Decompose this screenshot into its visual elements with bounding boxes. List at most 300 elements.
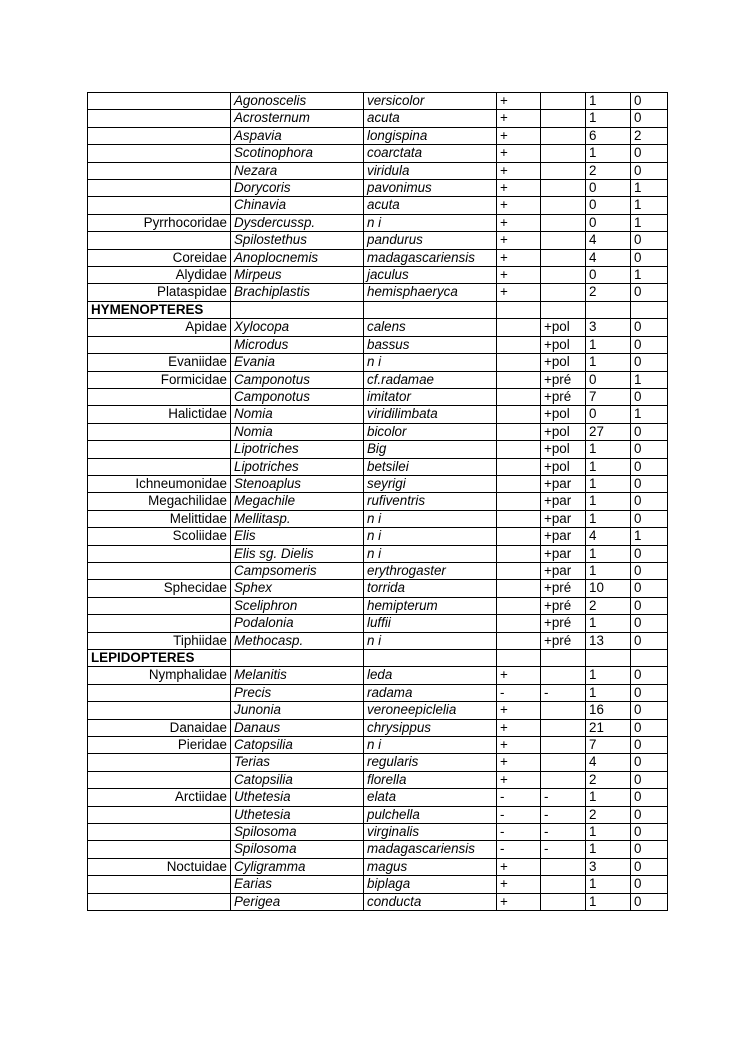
count-2-cell (631, 301, 668, 318)
species-cell: viridilimbata (364, 406, 497, 423)
indicator-1-cell (497, 475, 541, 492)
genus-cell: Elis sg. Dielis (231, 545, 364, 562)
family-cell (88, 232, 231, 249)
genus-cell: Xylocopa (231, 319, 364, 336)
count-2-cell: 0 (631, 580, 668, 597)
family-cell (88, 93, 231, 110)
species-cell: seyrigi (364, 475, 497, 492)
family-cell (88, 562, 231, 579)
table-row (88, 110, 668, 127)
species-cell: bicolor (364, 423, 497, 440)
count-1-cell: 7 (586, 388, 631, 405)
count-1-cell (586, 301, 631, 318)
species-cell: acuta (364, 110, 497, 127)
genus-cell: Megachile (231, 493, 364, 510)
count-1-cell: 1 (586, 110, 631, 127)
group-header-label: HYMENOPTERES (88, 301, 231, 318)
indicator-2-cell (541, 301, 586, 318)
count-1-cell: 7 (586, 737, 631, 754)
table-row (88, 545, 668, 562)
indicator-2-cell (541, 754, 586, 771)
family-cell (88, 893, 231, 910)
count-1-cell: 13 (586, 632, 631, 649)
count-2-cell: 0 (631, 858, 668, 875)
count-2-cell: 1 (631, 371, 668, 388)
table-row (88, 858, 668, 875)
family-cell (88, 110, 231, 127)
count-2-cell: 0 (631, 545, 668, 562)
indicator-2-cell: - (541, 684, 586, 701)
species-cell: florella (364, 771, 497, 788)
genus-cell: Melanitis (231, 667, 364, 684)
count-1-cell: 1 (586, 493, 631, 510)
count-1-cell: 0 (586, 197, 631, 214)
table-row (88, 284, 668, 301)
genus-cell: Sceliphron (231, 597, 364, 614)
table-row (88, 510, 668, 527)
indicator-1-cell (497, 354, 541, 371)
indicator-1-cell (497, 301, 541, 318)
species-cell: pulchella (364, 806, 497, 823)
genus-cell: Sphex (231, 580, 364, 597)
count-2-cell: 0 (631, 562, 668, 579)
genus-cell: Perigea (231, 893, 364, 910)
group-header-label: LEPIDOPTERES (88, 650, 231, 667)
count-2-cell: 0 (631, 667, 668, 684)
table-row (88, 615, 668, 632)
table-row (88, 789, 668, 806)
species-cell: n i (364, 632, 497, 649)
table-row (88, 354, 668, 371)
table-row (88, 232, 668, 249)
species-cell: hemipterum (364, 597, 497, 614)
count-1-cell: 1 (586, 684, 631, 701)
indicator-1-cell (497, 528, 541, 545)
species-cell: versicolor (364, 93, 497, 110)
count-1-cell: 1 (586, 893, 631, 910)
indicator-2-cell: +par (541, 510, 586, 527)
family-cell: Pieridae (88, 737, 231, 754)
genus-cell: Camponotus (231, 388, 364, 405)
family-cell (88, 876, 231, 893)
family-cell (88, 145, 231, 162)
indicator-1-cell: + (497, 197, 541, 214)
species-cell: jaculus (364, 267, 497, 284)
indicator-2-cell (541, 719, 586, 736)
indicator-2-cell: +par (541, 493, 586, 510)
indicator-2-cell: +pré (541, 580, 586, 597)
indicator-1-cell: + (497, 876, 541, 893)
family-cell: Apidae (88, 319, 231, 336)
indicator-2-cell (541, 249, 586, 266)
indicator-2-cell: - (541, 806, 586, 823)
indicator-2-cell (541, 876, 586, 893)
family-cell (88, 423, 231, 440)
species-table-body (88, 93, 668, 911)
table-row (88, 423, 668, 440)
indicator-1-cell: + (497, 110, 541, 127)
species-cell: n i (364, 737, 497, 754)
table-row (88, 93, 668, 110)
family-cell: Coreidae (88, 249, 231, 266)
count-2-cell: 0 (631, 145, 668, 162)
count-2-cell: 0 (631, 632, 668, 649)
count-2-cell: 0 (631, 319, 668, 336)
count-2-cell: 1 (631, 180, 668, 197)
indicator-1-cell (497, 371, 541, 388)
indicator-2-cell: +par (541, 545, 586, 562)
genus-cell: Anoplocnemis (231, 249, 364, 266)
genus-cell: Dysdercussp. (231, 214, 364, 231)
species-cell: imitator (364, 388, 497, 405)
indicator-1-cell (497, 458, 541, 475)
species-cell: n i (364, 510, 497, 527)
genus-cell: Camponotus (231, 371, 364, 388)
family-cell (88, 127, 231, 144)
table-row (88, 824, 668, 841)
count-2-cell: 0 (631, 388, 668, 405)
count-1-cell: 1 (586, 562, 631, 579)
indicator-1-cell (497, 580, 541, 597)
indicator-1-cell: + (497, 214, 541, 231)
count-1-cell: 1 (586, 336, 631, 353)
count-1-cell: 6 (586, 127, 631, 144)
count-2-cell: 0 (631, 249, 668, 266)
count-1-cell: 3 (586, 319, 631, 336)
count-2-cell: 0 (631, 615, 668, 632)
species-cell: conducta (364, 893, 497, 910)
indicator-1-cell: - (497, 841, 541, 858)
family-cell: Melittidae (88, 510, 231, 527)
count-2-cell: 0 (631, 771, 668, 788)
indicator-2-cell: - (541, 789, 586, 806)
indicator-2-cell (541, 893, 586, 910)
indicator-2-cell (541, 284, 586, 301)
species-cell: biplaga (364, 876, 497, 893)
family-cell: Ichneumonidae (88, 475, 231, 492)
indicator-1-cell (497, 441, 541, 458)
group-header-row (88, 650, 668, 667)
genus-cell: Junonia (231, 702, 364, 719)
indicator-2-cell (541, 197, 586, 214)
table-row (88, 702, 668, 719)
indicator-1-cell: - (497, 806, 541, 823)
indicator-2-cell: +pol (541, 319, 586, 336)
count-2-cell: 1 (631, 267, 668, 284)
count-2-cell: 0 (631, 475, 668, 492)
species-cell: coarctata (364, 145, 497, 162)
count-2-cell: 0 (631, 354, 668, 371)
genus-cell: Brachiplastis (231, 284, 364, 301)
genus-cell: Nomia (231, 406, 364, 423)
count-2-cell: 0 (631, 336, 668, 353)
count-1-cell: 27 (586, 423, 631, 440)
count-1-cell: 4 (586, 754, 631, 771)
genus-cell: Precis (231, 684, 364, 701)
indicator-1-cell (497, 319, 541, 336)
group-header-row (88, 301, 668, 318)
count-1-cell: 1 (586, 841, 631, 858)
table-row (88, 145, 668, 162)
table-row (88, 197, 668, 214)
indicator-2-cell: - (541, 841, 586, 858)
species-cell: calens (364, 319, 497, 336)
count-2-cell: 1 (631, 214, 668, 231)
species-cell: leda (364, 667, 497, 684)
species-cell: madagascariensis (364, 249, 497, 266)
family-cell (88, 388, 231, 405)
indicator-2-cell (541, 110, 586, 127)
genus-cell: Scotinophora (231, 145, 364, 162)
genus-cell: Cyligramma (231, 858, 364, 875)
count-1-cell: 21 (586, 719, 631, 736)
indicator-1-cell: + (497, 702, 541, 719)
count-2-cell: 0 (631, 754, 668, 771)
species-cell (364, 650, 497, 667)
genus-cell: Uthetesia (231, 789, 364, 806)
genus-cell: Campsomeris (231, 562, 364, 579)
family-cell: Danaidae (88, 719, 231, 736)
species-cell: viridula (364, 162, 497, 179)
table-row (88, 562, 668, 579)
count-1-cell: 4 (586, 232, 631, 249)
genus-cell: Stenoaplus (231, 475, 364, 492)
indicator-1-cell (497, 388, 541, 405)
table-row (88, 493, 668, 510)
species-cell: veroneepiclelia (364, 702, 497, 719)
count-1-cell (586, 650, 631, 667)
family-cell (88, 684, 231, 701)
count-1-cell: 1 (586, 354, 631, 371)
indicator-1-cell: + (497, 93, 541, 110)
table-row (88, 719, 668, 736)
species-table (87, 92, 668, 911)
species-cell: radama (364, 684, 497, 701)
table-row (88, 388, 668, 405)
genus-cell: Elis (231, 528, 364, 545)
count-2-cell: 0 (631, 719, 668, 736)
species-cell: bassus (364, 336, 497, 353)
genus-cell: Evania (231, 354, 364, 371)
indicator-2-cell: +par (541, 562, 586, 579)
indicator-1-cell: + (497, 180, 541, 197)
family-cell: Sphecidae (88, 580, 231, 597)
genus-cell: Catopsilia (231, 737, 364, 754)
table-row (88, 771, 668, 788)
indicator-2-cell: +pol (541, 354, 586, 371)
count-2-cell: 0 (631, 824, 668, 841)
table-row (88, 267, 668, 284)
genus-cell: Agonoscelis (231, 93, 364, 110)
species-cell: n i (364, 528, 497, 545)
indicator-2-cell (541, 145, 586, 162)
indicator-1-cell (497, 423, 541, 440)
count-1-cell: 2 (586, 284, 631, 301)
genus-cell: Spilostethus (231, 232, 364, 249)
count-1-cell: 1 (586, 615, 631, 632)
table-row (88, 336, 668, 353)
species-cell: pavonimus (364, 180, 497, 197)
indicator-2-cell (541, 858, 586, 875)
indicator-2-cell (541, 93, 586, 110)
indicator-1-cell: + (497, 858, 541, 875)
genus-cell: Aspavia (231, 127, 364, 144)
genus-cell: Lipotriches (231, 458, 364, 475)
count-2-cell: 0 (631, 841, 668, 858)
table-row (88, 249, 668, 266)
table-row (88, 214, 668, 231)
indicator-1-cell: + (497, 284, 541, 301)
indicator-1-cell (497, 562, 541, 579)
indicator-1-cell: - (497, 789, 541, 806)
table-row (88, 841, 668, 858)
species-cell: madagascariensis (364, 841, 497, 858)
indicator-1-cell: + (497, 737, 541, 754)
family-cell (88, 441, 231, 458)
count-1-cell: 1 (586, 667, 631, 684)
table-row (88, 441, 668, 458)
genus-cell: Terias (231, 754, 364, 771)
species-cell: rufiventris (364, 493, 497, 510)
count-2-cell: 0 (631, 510, 668, 527)
count-1-cell: 1 (586, 475, 631, 492)
count-2-cell: 0 (631, 110, 668, 127)
genus-cell: Danaus (231, 719, 364, 736)
indicator-2-cell: +pol (541, 336, 586, 353)
count-2-cell: 0 (631, 702, 668, 719)
species-cell: regularis (364, 754, 497, 771)
species-cell: n i (364, 545, 497, 562)
indicator-2-cell (541, 180, 586, 197)
species-cell: luffii (364, 615, 497, 632)
species-cell: hemisphaeryca (364, 284, 497, 301)
genus-cell: Mirpeus (231, 267, 364, 284)
indicator-2-cell (541, 232, 586, 249)
family-cell (88, 806, 231, 823)
genus-cell: Spilosoma (231, 824, 364, 841)
indicator-1-cell (497, 493, 541, 510)
count-2-cell: 2 (631, 127, 668, 144)
count-1-cell: 3 (586, 858, 631, 875)
count-1-cell: 1 (586, 93, 631, 110)
count-2-cell (631, 650, 668, 667)
genus-cell: Acrosternum (231, 110, 364, 127)
indicator-2-cell (541, 737, 586, 754)
indicator-1-cell (497, 650, 541, 667)
indicator-1-cell: + (497, 771, 541, 788)
family-cell: Formicidae (88, 371, 231, 388)
indicator-2-cell (541, 702, 586, 719)
family-cell: Halictidae (88, 406, 231, 423)
genus-cell: Spilosoma (231, 841, 364, 858)
table-row (88, 737, 668, 754)
indicator-1-cell: + (497, 893, 541, 910)
indicator-1-cell: + (497, 754, 541, 771)
species-cell: virginalis (364, 824, 497, 841)
count-2-cell: 1 (631, 197, 668, 214)
table-row (88, 180, 668, 197)
count-2-cell: 0 (631, 684, 668, 701)
table-row (88, 162, 668, 179)
count-1-cell: 1 (586, 824, 631, 841)
genus-cell: Methocasp. (231, 632, 364, 649)
family-cell: Arctiidae (88, 789, 231, 806)
family-cell (88, 545, 231, 562)
table-row (88, 893, 668, 910)
genus-cell: Nezara (231, 162, 364, 179)
family-cell (88, 336, 231, 353)
species-cell: erythrogaster (364, 562, 497, 579)
count-2-cell: 0 (631, 806, 668, 823)
count-2-cell: 0 (631, 458, 668, 475)
count-1-cell: 1 (586, 145, 631, 162)
indicator-1-cell: + (497, 267, 541, 284)
indicator-1-cell: + (497, 145, 541, 162)
species-cell: Big (364, 441, 497, 458)
species-cell: elata (364, 789, 497, 806)
count-1-cell: 1 (586, 441, 631, 458)
family-cell (88, 597, 231, 614)
count-2-cell: 1 (631, 406, 668, 423)
count-1-cell: 10 (586, 580, 631, 597)
indicator-2-cell (541, 667, 586, 684)
count-1-cell: 0 (586, 406, 631, 423)
family-cell (88, 824, 231, 841)
family-cell (88, 754, 231, 771)
indicator-2-cell (541, 771, 586, 788)
count-2-cell: 0 (631, 737, 668, 754)
family-cell (88, 615, 231, 632)
indicator-1-cell: + (497, 232, 541, 249)
species-cell: chrysippus (364, 719, 497, 736)
count-1-cell: 16 (586, 702, 631, 719)
indicator-1-cell: + (497, 127, 541, 144)
indicator-1-cell (497, 336, 541, 353)
indicator-2-cell: +pré (541, 615, 586, 632)
genus-cell (231, 650, 364, 667)
count-1-cell: 1 (586, 545, 631, 562)
table-row (88, 458, 668, 475)
table-row (88, 319, 668, 336)
indicator-1-cell (497, 406, 541, 423)
genus-cell: Podalonia (231, 615, 364, 632)
count-1-cell: 4 (586, 528, 631, 545)
indicator-2-cell: +pré (541, 597, 586, 614)
species-cell: n i (364, 354, 497, 371)
family-cell: Megachilidae (88, 493, 231, 510)
family-cell: Alydidae (88, 267, 231, 284)
count-1-cell: 0 (586, 267, 631, 284)
species-cell: betsilei (364, 458, 497, 475)
table-row (88, 667, 668, 684)
family-cell: Evaniidae (88, 354, 231, 371)
family-cell (88, 197, 231, 214)
table-row (88, 876, 668, 893)
species-cell: pandurus (364, 232, 497, 249)
genus-cell: Earias (231, 876, 364, 893)
indicator-1-cell (497, 615, 541, 632)
species-cell: magus (364, 858, 497, 875)
table-row (88, 684, 668, 701)
count-2-cell: 0 (631, 232, 668, 249)
table-row (88, 127, 668, 144)
genus-cell: Lipotriches (231, 441, 364, 458)
indicator-2-cell: +pré (541, 371, 586, 388)
genus-cell: Microdus (231, 336, 364, 353)
species-cell: cf.radamae (364, 371, 497, 388)
indicator-1-cell: - (497, 684, 541, 701)
count-2-cell: 0 (631, 441, 668, 458)
